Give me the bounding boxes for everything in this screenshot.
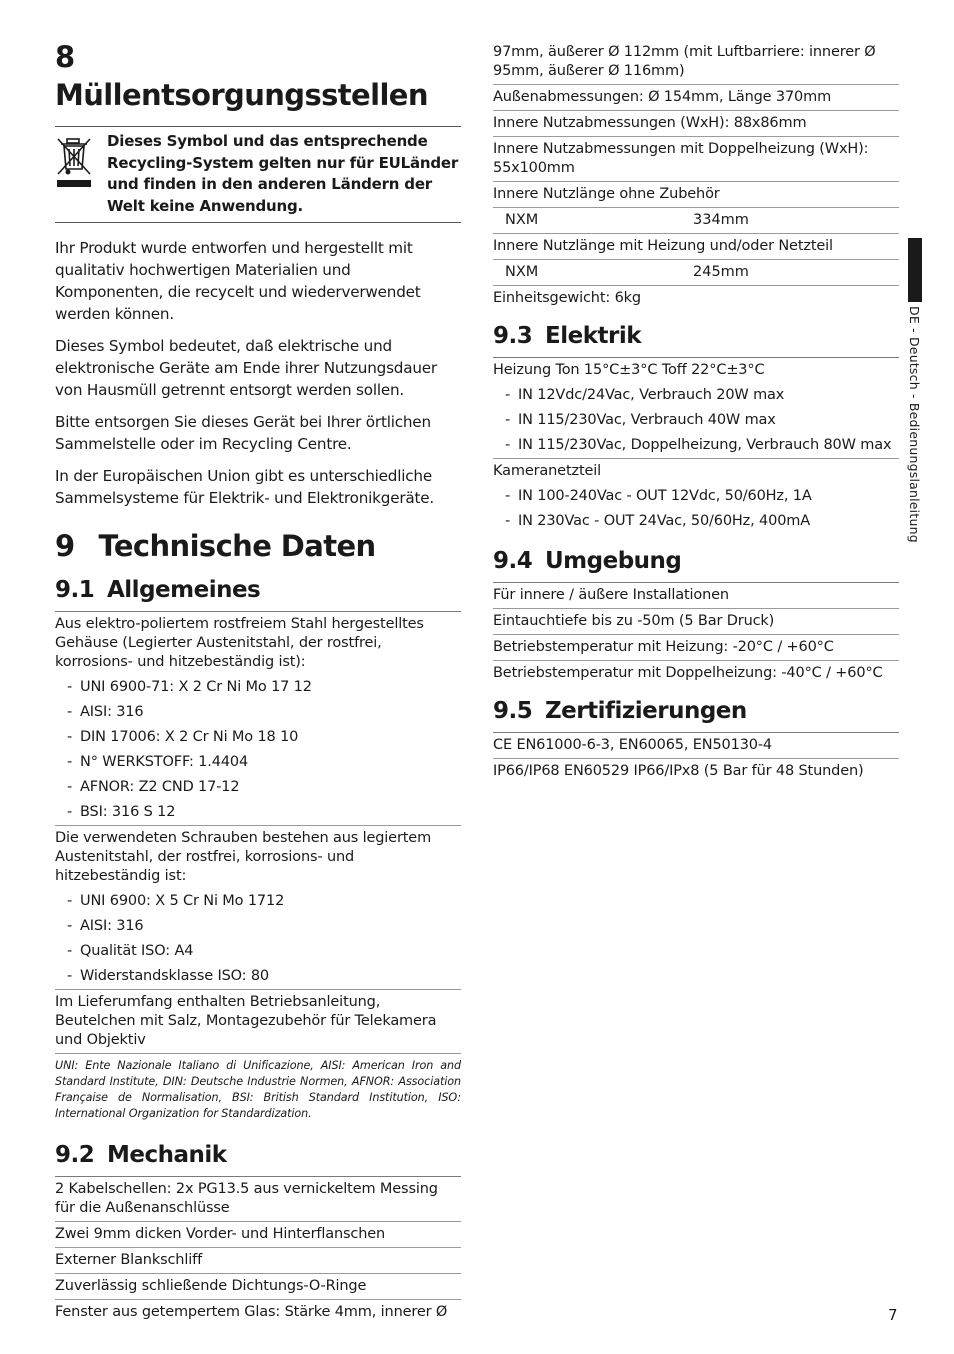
text-row: Kameranetzteil	[493, 463, 602, 479]
abbreviation-note: UNI: Ente Nazionale Italiano di Unificazione, AISI: American Iron and Standard Institute, DIN: Deutsche Industrie Normen, AFNOR: Association Française de Normalisation, BSI: British Standard Institution, ISO: International Organization for Standardization.	[55, 1059, 461, 1120]
list-item: - IN 12Vdc/24Vac, Verbrauch 20W max	[505, 387, 785, 403]
list-item: - Widerstandsklasse ISO: 80	[55, 964, 461, 990]
text-row: Zwei 9mm dicken Vorder- und Hinterflanschen	[55, 1222, 461, 1248]
paragraph: Dieses Symbol bedeutet, daß elektrische und elektronische Geräte am Ende ihrer Nutzungsdauer von Hausmüll getrennt entsorgt werden sollen.	[55, 337, 437, 399]
text-row: Innere Nutzabmessungen (WxH): 88x86mm	[493, 111, 899, 137]
list-item: - UNI 6900-71: X 2 Cr Ni Mo 17 12	[67, 679, 312, 695]
text-row: IP66/IP68 EN60529 IP66/IPx8 (5 Bar für 48 Stunden)	[493, 763, 864, 779]
section-9-2-heading: 9.2 Mechanik	[55, 1142, 227, 1168]
section-8-heading: 8 Müllentsorgungsstellen	[55, 40, 428, 112]
section-9-1-heading: 9.1 Allgemeines	[55, 577, 261, 603]
list-item: - N° WERKSTOFF: 1.4404	[67, 754, 249, 770]
text-row: Die verwendeten Schrauben bestehen aus legiertem Austenitstahl, der rostfrei, korrosions- und hitzebeständig ist:	[55, 830, 432, 884]
list-item: - BSI: 316 S 12	[55, 800, 461, 826]
section-9-5-heading: 9.5 Zertifizierungen	[493, 698, 747, 724]
text-row: Außenabmessungen: Ø 154mm, Länge 370mm	[493, 85, 899, 111]
text-row: CE EN61000-6-3, EN60065, EN50130-4	[493, 733, 899, 759]
list-item: - IN 115/230Vac, Doppelheizung, Verbrauch 80W max	[493, 433, 899, 459]
left-column	[55, 38, 461, 1325]
text-row: Betriebstemperatur mit Doppelheizung: -40°C / +60°C	[493, 665, 883, 681]
section-9-3-heading: 9.3 Elektrik	[493, 323, 642, 349]
text-row: Fenster aus getempertem Glas: Stärke 4mm, innerer Ø	[55, 1304, 448, 1320]
list-item: - IN 100-240Vac - OUT 12Vdc, 50/60Hz, 1A	[505, 488, 812, 504]
text-row: 97mm, äußerer Ø 112mm (mit Luftbarriere: innerer Ø 95mm, äußerer Ø 116mm)	[493, 40, 899, 85]
list-item: - IN 230Vac - OUT 24Vac, 50/60Hz, 400mA	[505, 513, 811, 529]
section-9-heading: 9 Technische Daten	[55, 529, 376, 563]
text-row: Heizung Ton 15°C±3°C Toff 22°C±3°C	[493, 362, 765, 378]
text-row: Innere Nutzlänge ohne Zubehör	[493, 182, 899, 208]
text-row: Zuverlässig schließende Dichtungs-O-Ringe	[55, 1274, 461, 1300]
text-row: Betriebstemperatur mit Heizung: -20°C / +60°C	[493, 635, 899, 661]
text-row: 2 Kabelschellen: 2x PG13.5 aus vernickeltem Messing für die Außenanschlüsse	[55, 1177, 461, 1222]
text-row: Innere Nutzabmessungen mit Doppelheizung (WxH): 55x100mm	[493, 137, 899, 182]
text-row: Innere Nutzlänge mit Heizung und/oder Netzteil	[493, 234, 899, 260]
section-9-4-heading: 9.4 Umgebung	[493, 548, 682, 574]
length-row: NXM 334mm	[493, 208, 899, 234]
weee-notice-text: Dieses Symbol und das entsprechende Recycling-System gelten nur für EULänder und finden in den anderen Ländern der Welt keine Anwendung.	[107, 132, 459, 215]
list-item: - IN 115/230Vac, Verbrauch 40W max	[505, 412, 776, 428]
page-number: 7	[888, 1306, 898, 1324]
length-row: NXM 245mm	[493, 260, 899, 286]
paragraph: In der Europäischen Union gibt es unterschiedliche Sammelsysteme für Elektrik- und Elektronikgeräte.	[55, 467, 435, 507]
text-row: Einheitsgewicht: 6kg	[493, 290, 641, 306]
side-language-label: DE - Deutsch - Bedienungslanleitung	[907, 306, 922, 543]
list-item: - AISI: 316	[67, 918, 144, 934]
weee-notice	[55, 126, 461, 223]
list-item: - UNI 6900: X 5 Cr Ni Mo 1712	[67, 893, 285, 909]
text-row: Im Lieferumfang enthalten Betriebsanleitung, Beutelchen mit Salz, Montagezubehör für Telekamera und Objektiv	[55, 990, 461, 1054]
list-item: - DIN 17006: X 2 Cr Ni Mo 18 10	[67, 729, 299, 745]
list-item: - AISI: 316	[67, 704, 144, 720]
paragraph: Ihr Produkt wurde entworfen und hergestellt mit qualitativ hochwertigen Materialien und Komponenten, die recycelt und wiederverwendet werden können.	[55, 239, 421, 323]
language-tab-marker	[908, 238, 922, 302]
right-column	[493, 40, 899, 784]
text-row: Eintauchtiefe bis zu -50m (5 Bar Druck)	[493, 609, 899, 635]
list-item: - Qualität ISO: A4	[67, 943, 194, 959]
text-row: Aus elektro-poliertem rostfreiem Stahl hergestelltes Gehäuse (Legierter Austenitstahl, der rostfrei, korrosions- und hitzebeständig ist):	[55, 616, 424, 670]
list-item: - AFNOR: Z2 CND 17-12	[67, 779, 240, 795]
text-row: Für innere / äußere Installationen	[493, 583, 899, 609]
weee-bin-icon	[55, 131, 107, 192]
text-row: Externer Blankschliff	[55, 1248, 461, 1274]
paragraph: Bitte entsorgen Sie dieses Gerät bei Ihrer örtlichen Sammelstelle oder im Recycling Centre.	[55, 413, 431, 453]
